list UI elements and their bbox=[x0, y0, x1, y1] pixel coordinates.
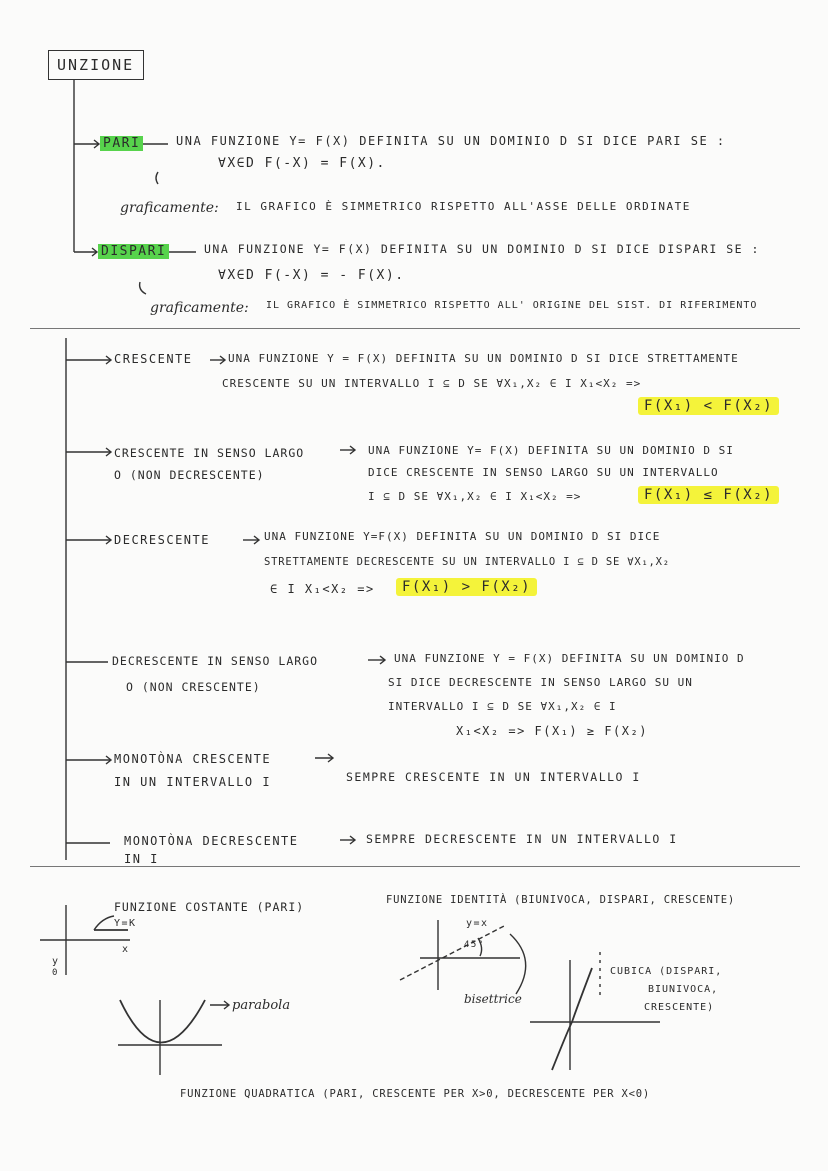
parabola-label: parabola bbox=[232, 998, 291, 1013]
crescente-line1: UNA FUNZIONE Y = F(X) DEFINITA SU UN DOMINIO D SI DICE STRETTAMENTE bbox=[228, 352, 739, 365]
crescente-largo-label1: CRESCENTE IN SENSO LARGO bbox=[114, 446, 305, 460]
dispari-formula: ∀X∈D F(-X) = - F(X). bbox=[218, 268, 405, 283]
section-divider-1 bbox=[30, 328, 800, 329]
crescente-largo-result: F(X₁) ≤ F(X₂) bbox=[638, 486, 779, 504]
decrescente-line2: STRETTAMENTE DECRESCENTE SU UN INTERVALLO I ⊆ D SE ∀X₁,X₂ bbox=[264, 556, 670, 568]
monotona-crescente-label2: IN UN INTERVALLO I bbox=[114, 775, 272, 789]
crescente-largo-line3: I ⊆ D SE ∀X₁,X₂ ∈ I X₁<X₂ => bbox=[368, 490, 582, 503]
costante-y-label: y bbox=[52, 956, 60, 967]
identita-angle: 45° bbox=[464, 940, 485, 950]
decrescente-largo-line1: UNA FUNZIONE Y = F(X) DEFINITA SU UN DOMINIO D bbox=[394, 652, 745, 665]
decrescente-line3: ∈ I X₁<X₂ => bbox=[270, 582, 375, 596]
monotona-decrescente-text: SEMPRE DECRESCENTE IN UN INTERVALLO I bbox=[366, 832, 678, 846]
costante-equation: Y=K bbox=[114, 918, 137, 929]
monotona-crescente-label1: MONOTÒNA CRESCENTE bbox=[114, 752, 272, 766]
crescente-result: F(X₁) < F(X₂) bbox=[638, 397, 779, 415]
monotona-crescente-text: SEMPRE CRESCENTE IN UN INTERVALLO I bbox=[346, 770, 641, 784]
cubica-label3: CRESCENTE) bbox=[644, 1002, 715, 1013]
identita-title: FUNZIONE IDENTITÀ (BIUNIVOCA, DISPARI, CRESCENTE) bbox=[386, 894, 735, 906]
pari-graph-word: graficamente: bbox=[120, 200, 219, 216]
decrescente-result: F(X₁) > F(X₂) bbox=[396, 578, 537, 596]
crescente-largo-label2: O (NON DECRESCENTE) bbox=[114, 468, 265, 482]
identita-equation: y=x bbox=[466, 918, 489, 929]
monotona-decrescente-label2: IN I bbox=[124, 852, 159, 866]
costante-x-label: x bbox=[122, 944, 130, 955]
pari-definition: UNA FUNZIONE Y= F(X) DEFINITA SU UN DOMINIO D SI DICE PARI SE : bbox=[176, 134, 726, 148]
dispari-graph-text: IL GRAFICO È SIMMETRICO RISPETTO ALL' ORIGINE DEL SIST. DI RIFERIMENTO bbox=[266, 300, 758, 311]
identita-line bbox=[400, 925, 506, 980]
crescente-label: CRESCENTE bbox=[114, 352, 193, 366]
cubica-label1: CUBICA (DISPARI, bbox=[610, 966, 723, 977]
decrescente-largo-label1: DECRESCENTE IN SENSO LARGO bbox=[112, 654, 319, 668]
pari-label: PARI bbox=[100, 136, 143, 151]
decrescente-largo-line4: X₁<X₂ => F(X₁) ≥ F(X₂) bbox=[456, 724, 648, 738]
parabola-curve bbox=[120, 1000, 205, 1043]
crescente-line2: CRESCENTE SU UN INTERVALLO I ⊆ D SE ∀X₁,X₂ ∈ I X₁<X₂ => bbox=[222, 377, 642, 390]
dispari-label: DISPARI bbox=[98, 244, 169, 259]
costante-origin: 0 bbox=[52, 968, 59, 978]
cubica-curve bbox=[552, 968, 592, 1070]
dispari-definition: UNA FUNZIONE Y= F(X) DEFINITA SU UN DOMINIO D SI DICE DISPARI SE : bbox=[204, 242, 760, 256]
cubica-label2: BIUNIVOCA, bbox=[648, 984, 719, 995]
section-divider-2 bbox=[30, 866, 800, 867]
pari-graph-text: IL GRAFICO È SIMMETRICO RISPETTO ALL'ASSE DELLE ORDINATE bbox=[236, 200, 691, 213]
quadratica-caption: FUNZIONE QUADRATICA (PARI, CRESCENTE PER X>0, DECRESCENTE PER X<0) bbox=[180, 1088, 651, 1100]
decrescente-largo-line2: SI DICE DECRESCENTE IN SENSO LARGO SU UN bbox=[388, 676, 693, 689]
crescente-largo-line2: DICE CRESCENTE IN SENSO LARGO SU UN INTERVALLO bbox=[368, 466, 719, 479]
decrescente-line1: UNA FUNZIONE Y=F(X) DEFINITA SU UN DOMINIO D SI DICE bbox=[264, 530, 661, 543]
decrescente-largo-line3: INTERVALLO I ⊆ D SE ∀X₁,X₂ ∈ I bbox=[388, 700, 617, 713]
page-title: UNZIONE bbox=[48, 50, 144, 80]
decrescente-label: DECRESCENTE bbox=[114, 533, 210, 547]
bisettrice-label: bisettrice bbox=[464, 992, 522, 1006]
decrescente-largo-label2: O (NON CRESCENTE) bbox=[126, 680, 261, 694]
dispari-graph-word: graficamente: bbox=[150, 300, 249, 316]
monotona-decrescente-label1: MONOTÒNA DECRESCENTE bbox=[124, 834, 299, 848]
pari-formula: ∀X∈D F(-X) = F(X). bbox=[218, 156, 386, 171]
costante-title: FUNZIONE COSTANTE (PARI) bbox=[114, 900, 305, 914]
crescente-largo-line1: UNA FUNZIONE Y= F(X) DEFINITA SU UN DOMINIO D SI bbox=[368, 444, 734, 457]
